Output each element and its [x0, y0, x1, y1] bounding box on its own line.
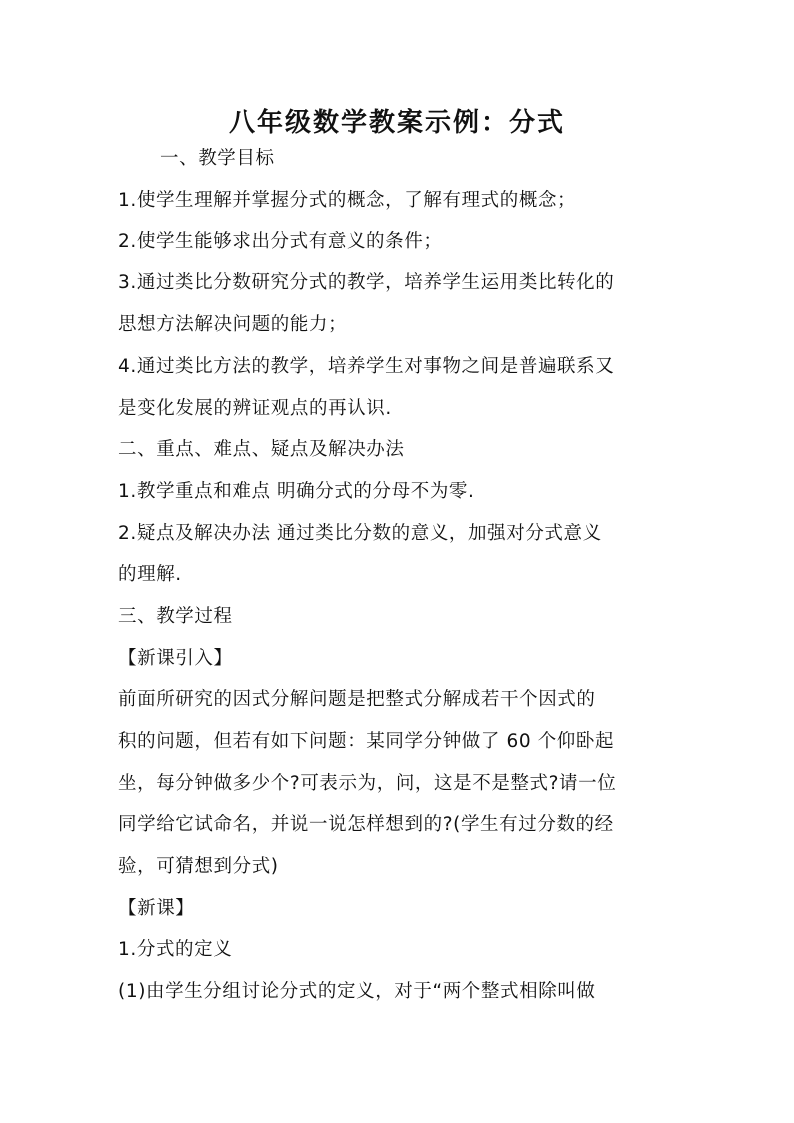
- section-heading-process: 三、教学过程: [118, 606, 233, 627]
- paragraph-line: 坐，每分钟做多少个?可表示为，问，这是不是整式?请一位: [118, 773, 617, 794]
- paragraph-line: 验，可猜想到分式): [118, 856, 279, 877]
- paragraph-line: 思想方法解决问题的能力；: [118, 314, 348, 335]
- section-heading-objectives: 一、教学目标: [160, 148, 275, 169]
- paragraph-line: 1.分式的定义: [118, 939, 233, 960]
- section-heading-key-points: 二、重点、难点、疑点及解决办法: [118, 439, 405, 460]
- paragraph-line: 2.疑点及解决办法 通过类比分数的意义，加强对分式意义: [118, 523, 602, 544]
- paragraph-line: 1.使学生理解并掌握分式的概念，了解有理式的概念；: [118, 190, 577, 211]
- paragraph-line: 3.通过类比分数研究分式的教学，培养学生运用类比转化的: [118, 272, 615, 293]
- subsection-heading-new-lesson: 【新课】: [118, 898, 195, 919]
- paragraph-line: (1)由学生分组讨论分式的定义，对于“两个整式相除叫做: [118, 981, 596, 1002]
- paragraph-line: 同学给它试命名，并说一说怎样想到的?(学生有过分数的经: [118, 814, 614, 835]
- document-title: 八年级数学教案示例：分式: [228, 108, 565, 138]
- paragraph-line: 的理解.: [118, 564, 182, 585]
- paragraph-line: 前面所研究的因式分解问题是把整式分解成若干个因式的: [118, 689, 596, 710]
- paragraph-line: 是变化发展的辨证观点的再认识.: [118, 398, 392, 419]
- paragraph-line: 1.教学重点和难点 明确分式的分母不为零.: [118, 481, 475, 502]
- paragraph-line: 2.使学生能够求出分式有意义的条件；: [118, 231, 443, 252]
- paragraph-line: 积的问题，但若有如下问题：某同学分钟做了 60 个仰卧起: [118, 731, 615, 752]
- subsection-heading-intro: 【新课引入】: [118, 648, 233, 669]
- paragraph-line: 4.通过类比方法的教学，培养学生对事物之间是普遍联系又: [118, 356, 615, 377]
